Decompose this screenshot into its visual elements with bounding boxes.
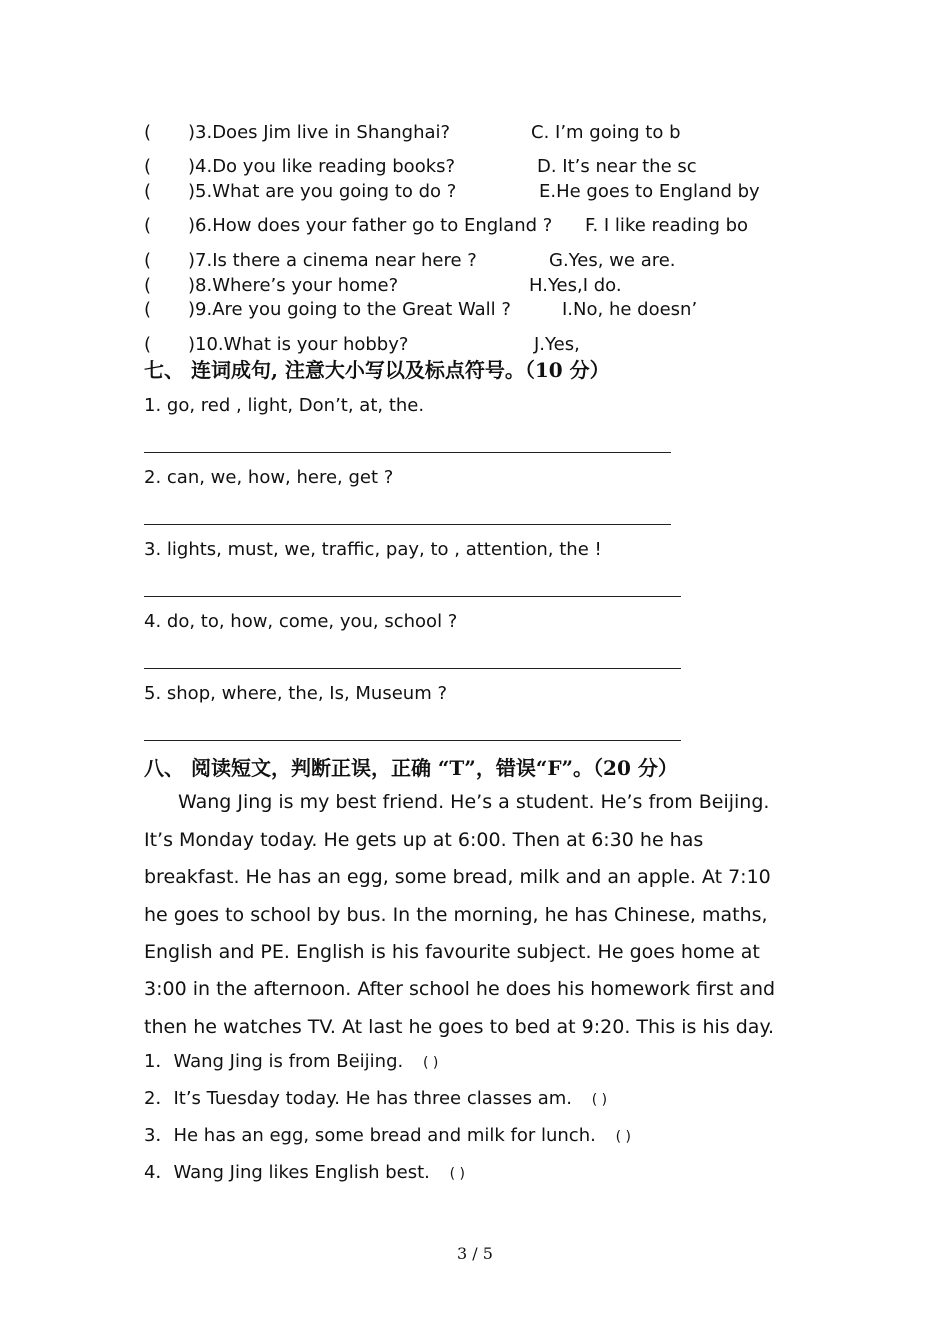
matching-answer: G.Yes, we are. [549,250,676,271]
tf-question-text: 4．Wang Jing likes English best. [144,1162,430,1183]
matching-row [144,122,151,144]
section-8-title: 八、 阅读短文，判断正误，正确 “T”，错误“F”。（20 分） [144,756,678,780]
matching-question: )3.Does Jim live in Shanghai? [188,122,451,143]
matching-question: )10.What is your hobby? [188,334,409,355]
answer-line[interactable] [144,740,681,741]
matching-answer: C. I’m going to b [531,122,681,143]
tf-question-text: 2．It’s Tuesday today. He has three classes am. [144,1088,573,1109]
sentence-item: 2. can, we, how, here, get ? [144,467,394,488]
sentence-item: 4. do, to, how, come, you, school ? [144,611,458,632]
matching-question: )6.How does your father go to England ? [188,215,553,236]
matching-answer: H.Yes,I do. [529,275,622,296]
passage-line: breakfast. He has an egg, some bread, milk and an apple. At 7:10 [144,866,771,888]
matching-question: )7.Is there a cinema near here ? [188,250,477,271]
tf-answer-blank[interactable]: ( ) [591,1092,608,1108]
matching-question: )8.Where’s your home? [188,275,399,296]
matching-answer: D. It’s near the sc [537,156,697,177]
answer-paren[interactable]: ( [144,122,152,143]
tf-question [144,1162,465,1185]
answer-paren[interactable]: ( [144,334,152,355]
passage-line: It’s Monday today. He gets up at 6:00. Then at 6:30 he has [144,829,704,851]
answer-paren[interactable]: ( [144,275,152,296]
passage-line: Wang Jing is my best friend. He’s a student. He’s from Beijing. [178,791,770,813]
sentence-item: 3. lights, must, we, traffic, pay, to , attention, the ! [144,539,602,560]
answer-paren[interactable]: ( [144,250,152,271]
answer-line[interactable] [144,452,671,453]
answer-paren[interactable]: ( [144,215,152,236]
tf-answer-blank[interactable]: ( ) [615,1129,631,1145]
passage-line: he goes to school by bus. In the morning, he has Chinese, maths, [144,904,768,926]
answer-line[interactable] [144,668,681,669]
matching-answer: I.No, he doesn’ [562,299,698,320]
matching-answer: J.Yes, [534,334,580,355]
tf-question [144,1125,631,1148]
tf-answer-blank[interactable]: ( ) [422,1055,439,1071]
passage-line: then he watches TV. At last he goes to bed at 9:20. This is his day. [144,1016,775,1038]
tf-question-text: 3．He has an egg, some bread and milk for lunch. [144,1125,596,1146]
sentence-item: 5. shop, where, the, Is, Museum ? [144,683,448,704]
answer-line[interactable] [144,524,671,525]
matching-question: )9.Are you going to the Great Wall ? [188,299,511,320]
tf-question-text: 1．Wang Jing is from Beijing. [144,1051,404,1072]
section-7-title: 七、 连词成句, 注意大小写以及标点符号。（10 分） [144,358,610,382]
tf-question [144,1088,607,1111]
answer-paren[interactable]: ( [144,156,152,177]
answer-line[interactable] [144,596,681,597]
answer-paren[interactable]: ( [144,181,152,202]
matching-question: )5.What are you going to do ? [188,181,457,202]
tf-question [144,1051,438,1074]
matching-question: )4.Do you like reading books? [188,156,456,177]
matching-answer: E.He goes to England by [539,181,760,202]
page-number: 3 / 5 [457,1244,493,1263]
passage-line: English and PE. English is his favourite subject. He goes home at [144,941,760,963]
sentence-item: 1. go, red , light, Don’t, at, the. [144,395,425,416]
tf-answer-blank[interactable]: ( ) [449,1166,465,1182]
answer-paren[interactable]: ( [144,299,152,320]
passage-line: 3:00 in the afternoon. After school he does his homework first and [144,978,776,1000]
matching-answer: F. I like reading bo [585,215,749,236]
